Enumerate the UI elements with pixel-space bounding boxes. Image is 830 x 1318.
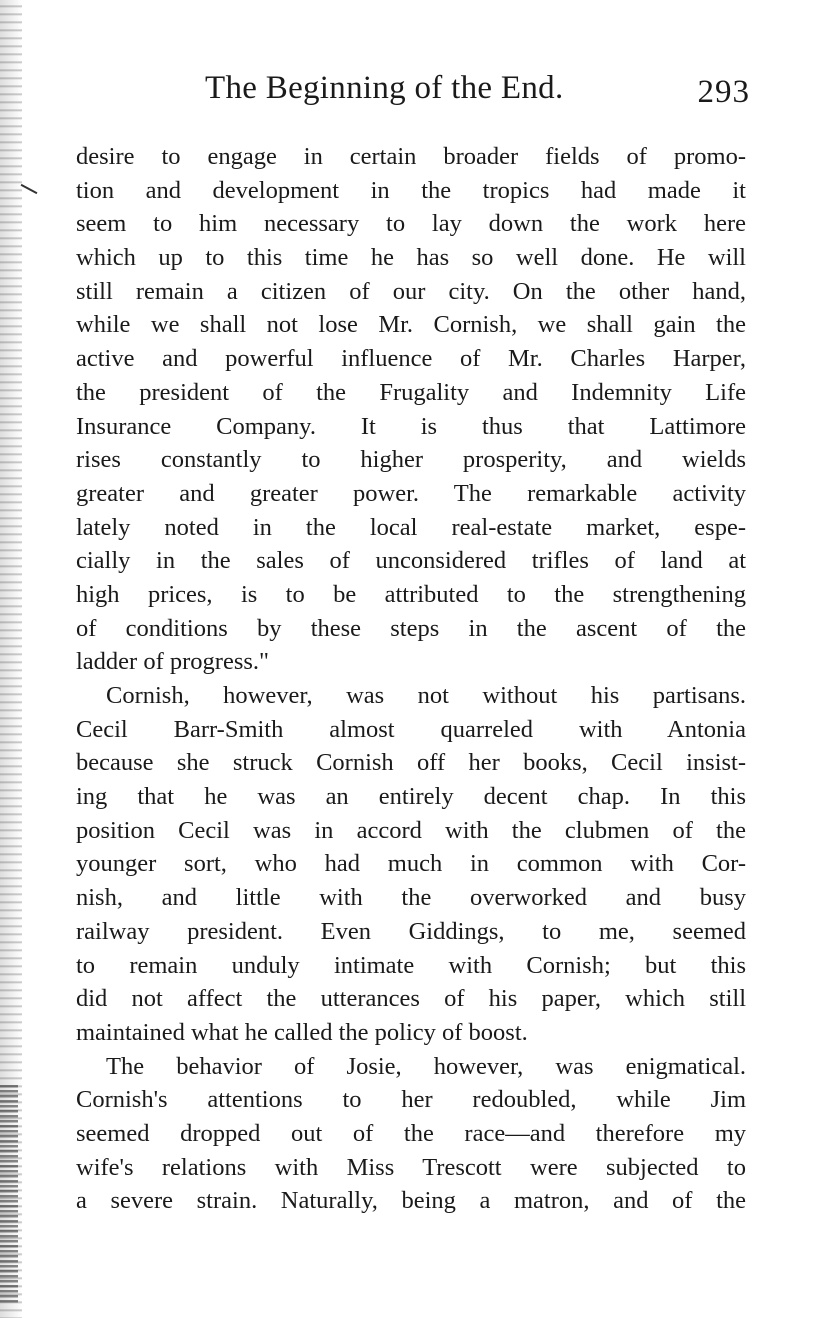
text-line: Cecil Barr-Smith almost quarreled with Antonia [76,715,746,743]
page-number: 293 [697,74,750,110]
text-line: rises constantly to higher prosperity, and wields [76,446,746,474]
text-line: seemed dropped out of the race—and therefore my [76,1119,746,1147]
text-line: still remain a citizen of our city. On the other hand, [76,277,746,305]
running-title: The Beginning of the End. [205,70,564,106]
text-line: ing that he was an entirely decent chap. In this [76,783,746,811]
text-line: Cornish, however, was not without his partisans. [106,682,746,709]
binding-gutter-dark-strip [0,1085,18,1305]
text-line: The behavior of Josie, however, was enigmatical. [106,1052,746,1080]
text-line: nish, and little with the overworked and busy [76,884,746,912]
text-line: to remain unduly intimate with Cornish; but this [76,951,746,979]
text-line: did not affect the utterances of his paper, which still [76,985,746,1013]
text-line: Cornish's attentions to her redoubled, while Jim [76,1086,746,1114]
text-line: desire to engage in certain broader fields of promo- [76,143,746,170]
text-line: while we shall not lose Mr. Cornish, we shall gain the [76,311,746,339]
text-line: seem to him necessary to lay down the work here [76,210,746,238]
text-line: the president of the Frugality and Indemnity Life [76,378,746,406]
text-line: railway president. Even Giddings, to me, seemed [76,917,746,945]
text-line: a severe strain. Naturally, being a matron, and of the [76,1187,746,1215]
margin-pencil-mark [21,184,38,194]
text-line: maintained what he called the policy of boost. [76,1018,528,1046]
text-line: position Cecil was in accord with the clubmen of the [76,816,746,844]
text-line: active and powerful influence of Mr. Charles Harper, [76,345,746,373]
text-line: ladder of progress." [76,648,270,676]
body-text [76,140,746,1218]
text-line: of conditions by these steps in the ascent of the [76,614,746,642]
text-line: Insurance Company. It is thus that Lattimore [76,412,746,440]
text-line: lately noted in the local real-estate market, espe- [76,513,746,541]
text-line: wife's relations with Miss Trescott were subjected to [76,1153,746,1181]
running-header [205,70,750,120]
text-line: high prices, is to be attributed to the strengthening [76,580,746,608]
text-line: younger sort, who had much in common with Cor- [76,850,746,878]
text-line: tion and development in the tropics had made it [76,176,746,204]
text-line: cially in the sales of unconsidered trifles of land at [76,547,746,575]
text-line: which up to this time he has so well done. He will [76,244,746,272]
text-line: because she struck Cornish off her books, Cecil insist- [76,749,746,777]
text-line: greater and greater power. The remarkable activity [76,479,746,507]
